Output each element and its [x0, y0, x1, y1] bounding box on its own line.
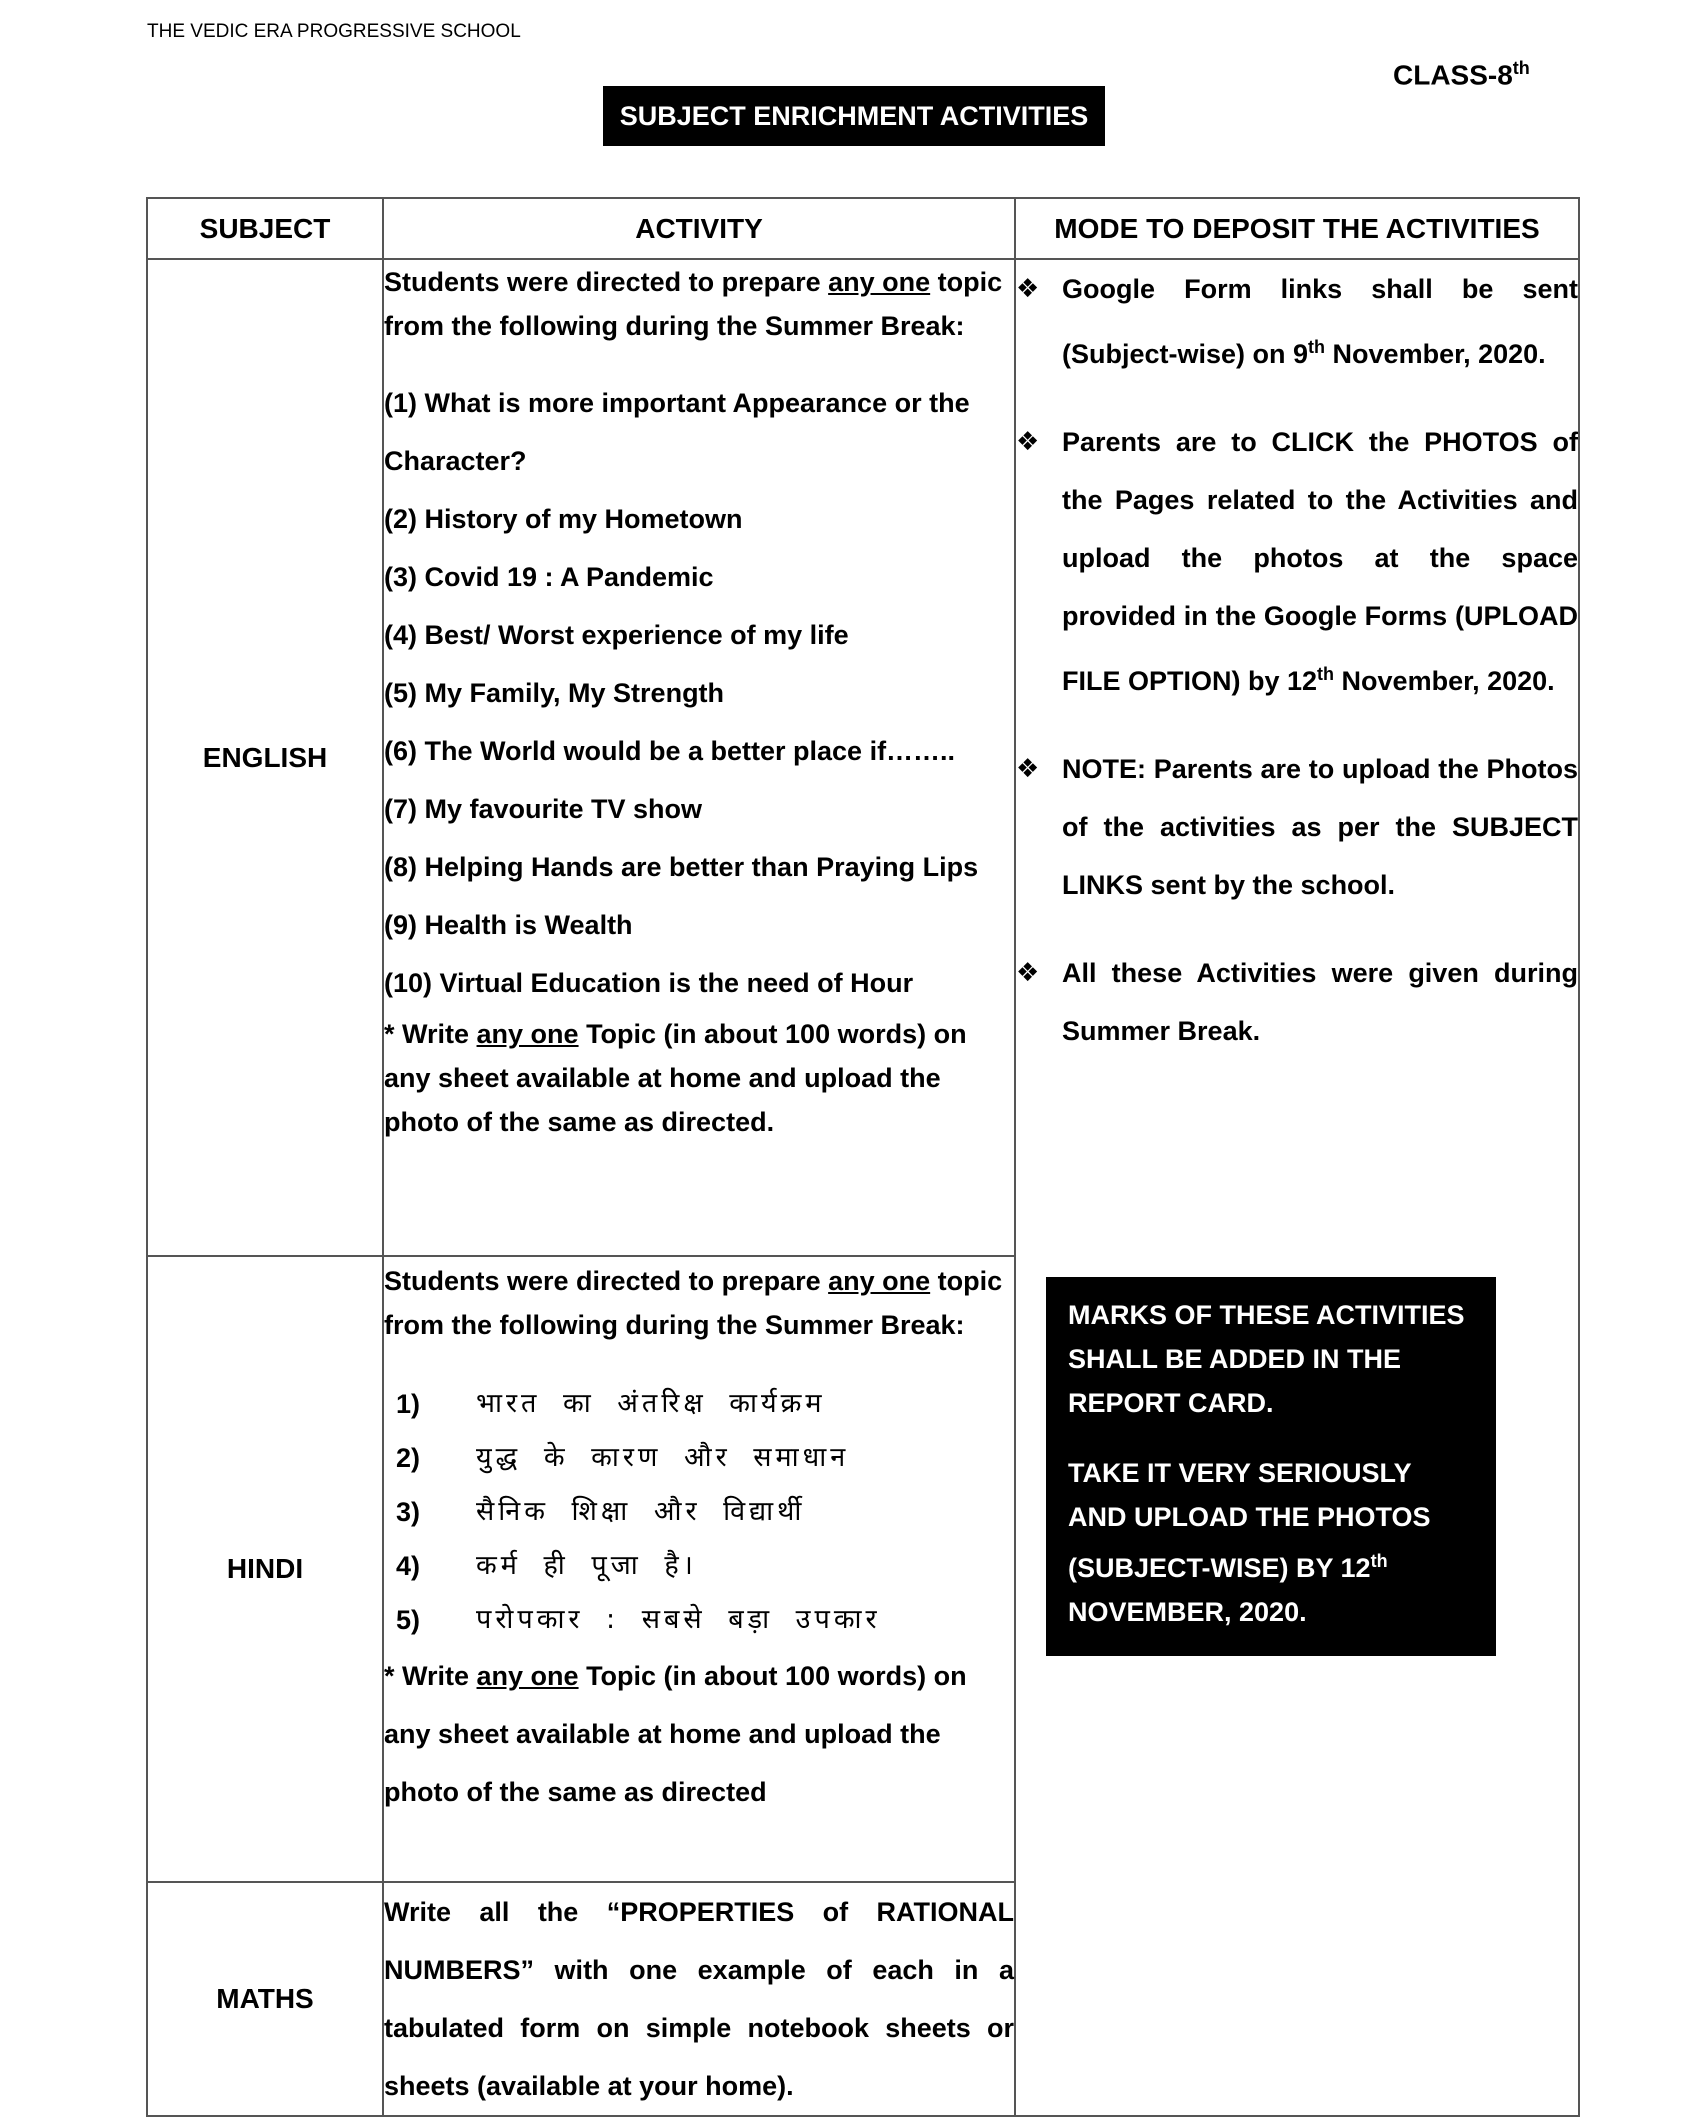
english-intro — [384, 260, 1014, 348]
english-topic: (4) Best/ Worst experience of my life — [384, 620, 849, 650]
hindi-topic-num: 3) — [396, 1497, 421, 1527]
english-intro-a: Students were directed to prepare — [384, 267, 829, 297]
class-label-text: CLASS-8 — [1393, 59, 1513, 91]
english-intro-b: topic from the following during the Summer Break: — [384, 267, 1003, 341]
header-activity: ACTIVITY — [383, 198, 1015, 259]
mode-bullet-2-text — [1062, 413, 1578, 710]
hindi-topic-list — [384, 1377, 1014, 1647]
hindi-topic-text: भारत का अंतरिक्ष कार्यक्रम — [476, 1388, 826, 1419]
subject-english: ENGLISH — [147, 259, 383, 1256]
hindi-intro-underline: any one — [828, 1266, 931, 1296]
hindi-note — [384, 1647, 1014, 1821]
activity-english — [383, 259, 1015, 1256]
list-item — [384, 1485, 1014, 1539]
english-note-b: Topic (in about 100 words) on any sheet available at home and upload the photo of the same as directed. — [384, 1019, 967, 1137]
english-topic: (7) My favourite TV show — [384, 794, 703, 824]
mode-b2-sup: th — [1317, 664, 1335, 684]
activities-table-wrapper — [146, 197, 1578, 2117]
mode-b2-b: November, 2020. — [1334, 666, 1555, 696]
hindi-topic-text: कर्म ही पूजा है। — [476, 1550, 697, 1581]
list-item — [384, 1377, 1014, 1431]
english-topic: (8) Helping Hands are better than Praying Lips — [384, 852, 979, 882]
marks-p2-b: NOVEMBER, 2020. — [1068, 1597, 1307, 1627]
activity-hindi — [383, 1256, 1015, 1882]
hindi-note-underline: any one — [476, 1661, 579, 1691]
table-header-row — [147, 198, 1579, 259]
hindi-topic-num: 2) — [396, 1443, 421, 1473]
marks-p2-a: TAKE IT VERY SERIOUSLY AND UPLOAD THE PHOTOS (SUBJECT-WISE) BY 12 — [1068, 1458, 1431, 1583]
activity-maths: Write all the “PROPERTIES of RATIONAL NUMBERS” with one example of each in a tabulated form on simple notebook sheets or sheets (available at your home). — [383, 1882, 1015, 2116]
english-topic: (3) Covid 19 : A Pandemic — [384, 562, 714, 592]
marks-notice-p2 — [1068, 1451, 1474, 1634]
english-topic: (9) Health is Wealth — [384, 910, 633, 940]
mode-bullet-3-text: NOTE: Parents are to upload the Photos of the activities as per the SUBJECT LINKS sent by the school. — [1062, 754, 1578, 900]
hindi-topic-num: 5) — [396, 1605, 421, 1635]
hindi-topic-num: 4) — [396, 1551, 421, 1581]
mode-b1-b: November, 2020. — [1325, 339, 1546, 369]
mode-b1-a: Google Form links shall be sent (Subject-wise) on 9 — [1062, 274, 1578, 369]
hindi-intro-b: topic from the following during the Summer Break: — [384, 1266, 1003, 1340]
hindi-topic-text: युद्ध के कारण और समाधान — [476, 1442, 850, 1473]
hindi-note-b: Topic (in about 100 words) on any sheet available at home and upload the photo of the same as directed — [384, 1661, 967, 1807]
english-topic: (6) The World would be a better place if…….. — [384, 736, 956, 766]
class-label-sup: th — [1512, 58, 1530, 78]
hindi-intro-a: Students were directed to prepare — [384, 1266, 829, 1296]
diamond-bullet-icon: ❖ — [1016, 958, 1040, 988]
english-topic: (1) What is more important Appearance or the Character? — [384, 388, 970, 476]
mode-bullet-1 — [1016, 260, 1578, 383]
hindi-note-a: * Write — [384, 1661, 477, 1691]
diamond-bullet-icon: ❖ — [1016, 274, 1040, 304]
mode-bullet-3 — [1016, 740, 1578, 914]
hindi-intro — [384, 1259, 1014, 1347]
mode-bullet-2 — [1016, 413, 1578, 710]
english-topic: (10) Virtual Education is the need of Hour — [384, 968, 914, 998]
english-note-a: * Write — [384, 1019, 477, 1049]
mode-bullet-1-text — [1062, 260, 1578, 383]
mode-b1-sup: th — [1308, 337, 1326, 357]
subject-hindi: HINDI — [147, 1256, 383, 1882]
english-topic: (5) My Family, My Strength — [384, 678, 725, 708]
mode-b2-a: Parents are to CLICK the PHOTOS of the Pages related to the Activities and upload the photos at the space provided in the Google Forms (UPLOAD FILE OPTION) by 12 — [1062, 427, 1578, 696]
diamond-bullet-icon: ❖ — [1016, 754, 1040, 784]
english-note-underline: any one — [476, 1019, 579, 1049]
list-item — [384, 1431, 1014, 1485]
activities-table — [146, 197, 1580, 2117]
marks-p2-sup: th — [1370, 1551, 1388, 1571]
hindi-topic-text: सैनिक शिक्षा और विद्यार्थी — [476, 1496, 806, 1527]
mode-bullet-4 — [1016, 944, 1578, 1060]
mode-cell — [1015, 259, 1579, 2116]
list-item — [384, 1539, 1014, 1593]
mode-bullet-4-text: All these Activities were given during Summer Break. — [1062, 958, 1578, 1046]
list-item — [384, 1593, 1014, 1647]
header-mode: MODE TO DEPOSIT THE ACTIVITIES — [1015, 198, 1579, 259]
diamond-bullet-icon: ❖ — [1016, 427, 1040, 457]
english-note — [384, 1012, 1014, 1144]
subject-maths: MATHS — [147, 1882, 383, 2116]
header-subject: SUBJECT — [147, 198, 383, 259]
hindi-topic-text: परोपकार : सबसे बड़ा उपकार — [476, 1604, 881, 1635]
english-intro-underline: any one — [828, 267, 931, 297]
page-title: SUBJECT ENRICHMENT ACTIVITIES — [603, 86, 1105, 146]
table-row-english — [147, 259, 1579, 1256]
class-label — [1393, 58, 1530, 91]
school-name: THE VEDIC ERA PROGRESSIVE SCHOOL — [147, 21, 521, 42]
english-topic: (2) History of my Hometown — [384, 504, 743, 534]
marks-notice-box — [1046, 1277, 1496, 1656]
hindi-topic-num: 1) — [396, 1389, 421, 1419]
marks-notice-p1: MARKS OF THESE ACTIVITIES SHALL BE ADDED IN THE REPORT CARD. — [1068, 1300, 1465, 1418]
